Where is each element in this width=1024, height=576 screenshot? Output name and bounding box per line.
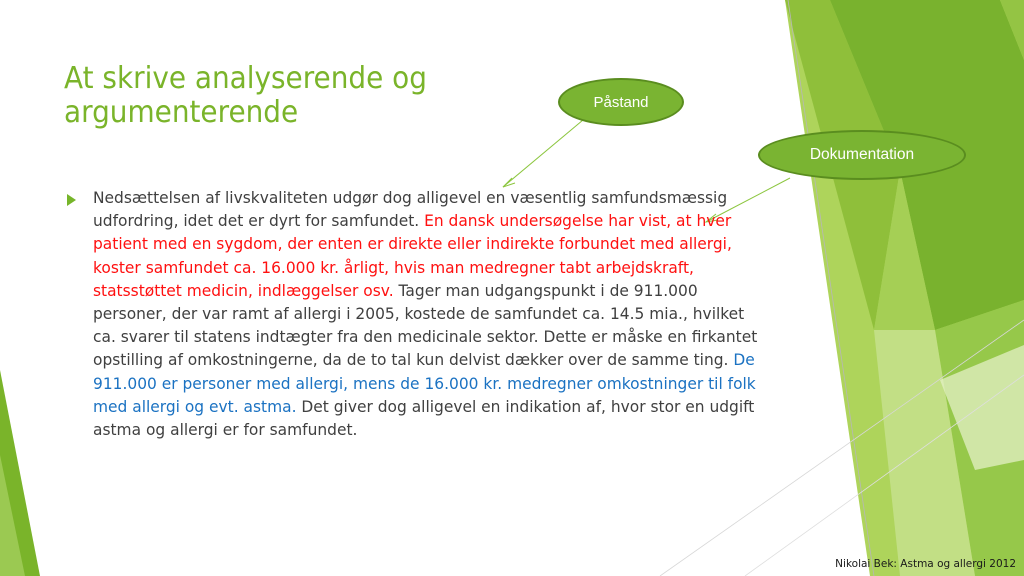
body-text-conclusion: Det giver dog alligevel en indikation af, hvor stor en udgift astma og allergi er for samfundet. xyxy=(93,396,755,440)
slide-title xyxy=(64,62,548,130)
body-text-middle: Tager man udgangspunkt i de 911.000 personer, der var ramt af allergi i 2005, kostede de samfundet ca. 14.5 mia., hvilket ca. svarer til statens indtægter fra den medicinale sektor. Dette er måske en firkantet opstilling af omkostningerne, da de to tal kun delvist dækker over de samme ting. xyxy=(93,280,758,370)
evidence-callout xyxy=(758,130,966,180)
claim-connector-line xyxy=(503,120,583,187)
body-paragraph xyxy=(93,186,769,441)
evidence-callout-label: Dokumentation xyxy=(809,146,915,163)
claim-callout xyxy=(558,78,684,126)
body-text-intro: Nedsættelsen af livskvaliteten udgør dog alligevel en væsentlig samfundsmæssig udfordring, idet det er dyrt for samfundet. xyxy=(93,188,728,231)
body-text-claim-highlight: En dansk undersøgelse har vist, at hver patient med en sygdom, der enten er direkte eller indirekte forbundet med allergi, koster samfundet ca. 16.000 kr. årligt, hvis man medregner tabt arbejdskraft, statsstøttet medicin, indlæggelser osv. xyxy=(93,211,732,300)
triangle-right-icon xyxy=(67,194,76,206)
claim-callout-label: Påstand xyxy=(593,93,649,111)
slide-title-line-1: At skrive analyserende og xyxy=(64,61,427,96)
footer-credit: Nikolai Bek: Astma og allergi 2012 xyxy=(835,558,1016,570)
body-text-evidence-highlight: De 911.000 er personer med allergi, mens de 16.000 kr. medregner omkostninger til folk med allergi og evt. astma. xyxy=(93,350,756,416)
slide-title-line-2: argumenterende xyxy=(64,95,299,130)
